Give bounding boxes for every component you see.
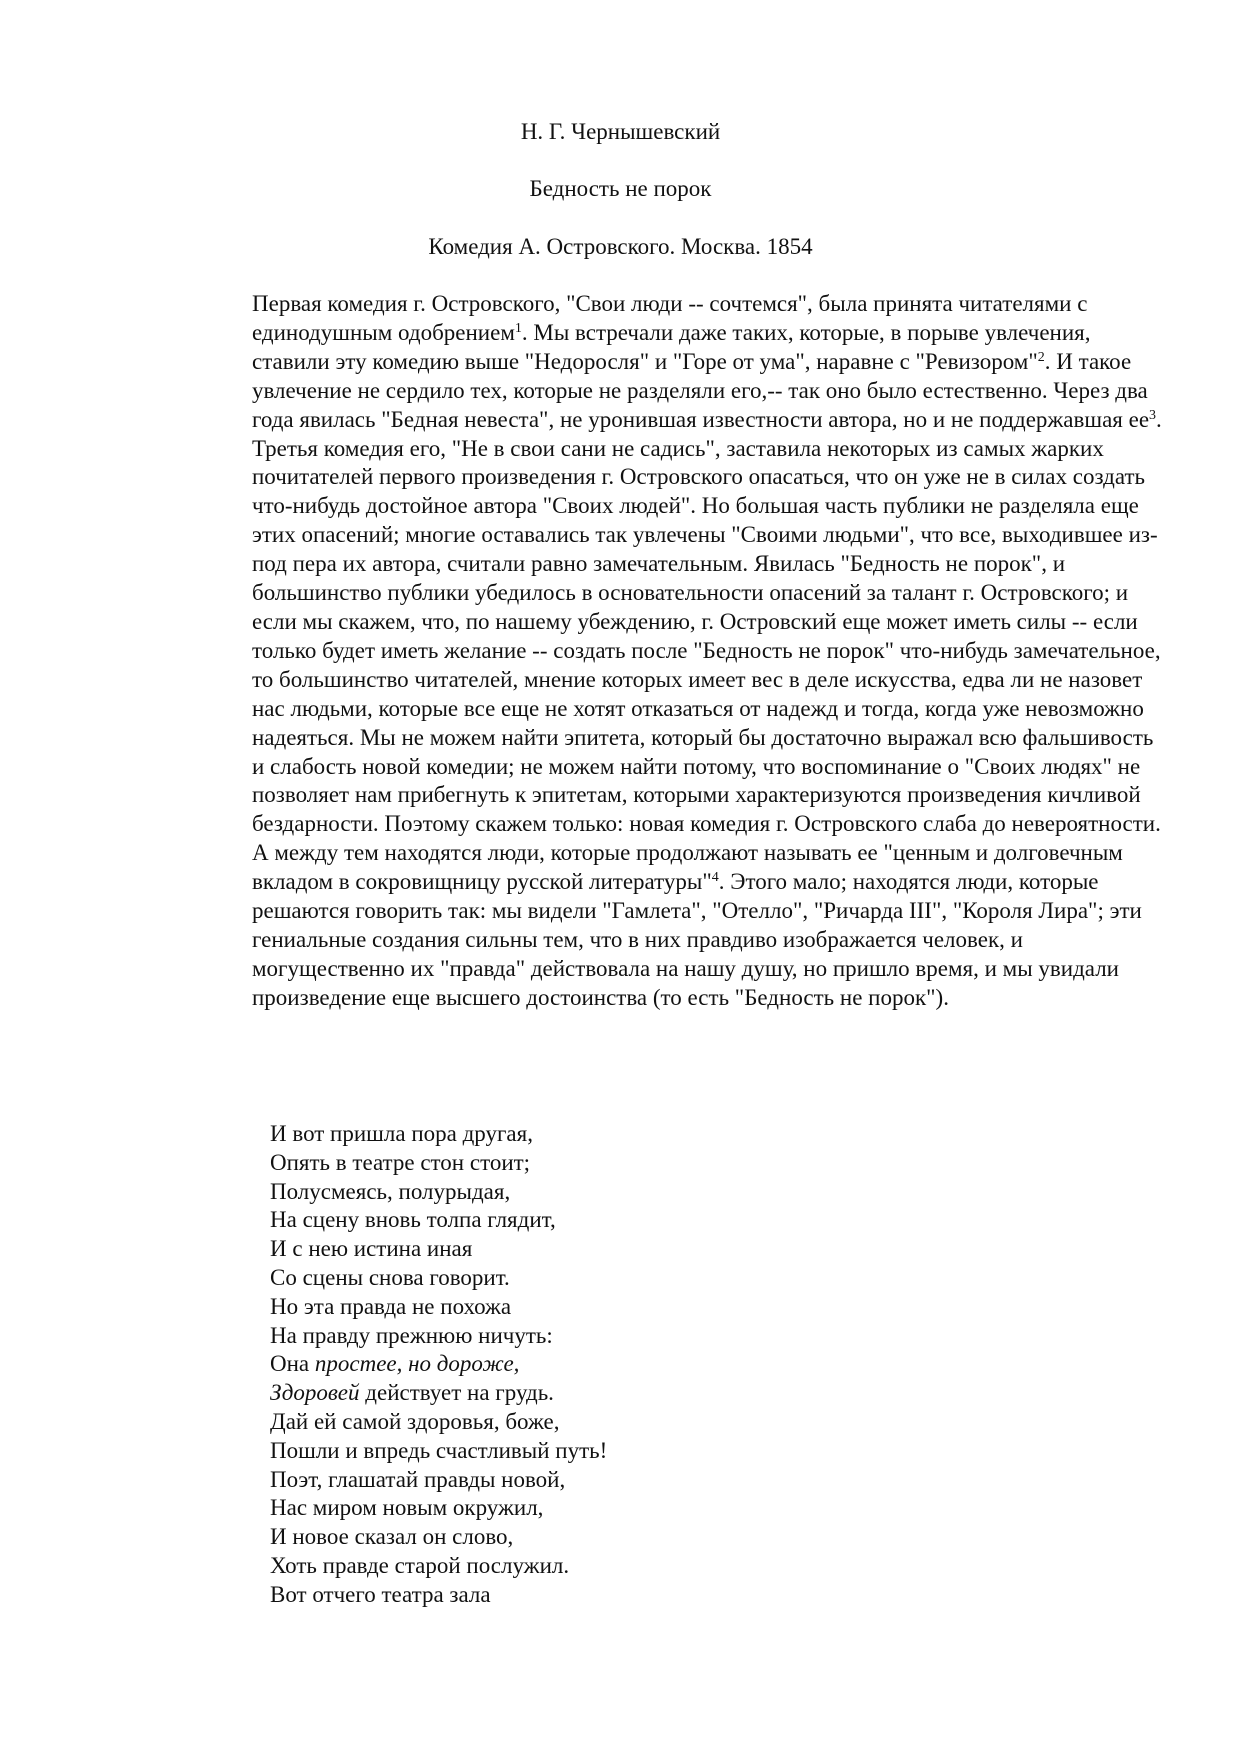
poem-line: И с нею истина иная	[270, 1236, 473, 1262]
article-title: Бедность не порок	[529, 176, 712, 201]
main-paragraph	[252, 290, 1162, 1013]
poem-line: Пошли и впредь счастливый путь!	[270, 1437, 608, 1463]
poem-line: Нас миром новым окружил,	[270, 1495, 544, 1521]
poem-line: И вот пришла пора другая,	[270, 1121, 533, 1146]
poem-italic-text: простее, но дороже,	[314, 1351, 520, 1377]
paragraph-text: . И такое увлечение не сердило тех, которые не разделяли его,-- так оно было естественно. Через два года явилась "Бедная невеста", не уронившая известности автора, но и не поддержавшая ее	[252, 348, 1150, 432]
footnote-marker: 3	[1149, 407, 1157, 423]
poem-line: Опять в театре стон стоит;	[270, 1149, 531, 1175]
poem-line	[270, 1350, 970, 1379]
poem-line: На правду прежнюю ничуть:	[270, 1322, 553, 1348]
poem-line: Полусмеясь, полурыдая,	[270, 1178, 511, 1204]
poem-line: На сцену вновь толпа глядит,	[270, 1207, 556, 1233]
poem-line: Дай ей самой здоровья, боже,	[270, 1408, 560, 1434]
poem-italic-text: Здоровей	[270, 1380, 360, 1406]
footnote-marker: 4	[711, 870, 719, 886]
poem-text: действует на грудь.	[359, 1380, 554, 1406]
poem-line: И новое сказал он слово,	[270, 1524, 514, 1550]
paragraph-text: . Третья комедия его, "Не в свои сани не садись", заставила некоторых из самых жарких почитателей первого произведения г. Островского опасаться, что он уже не в силах создать что-нибудь достойное автора "Своих людей". Но большая часть публики не разделяла еще этих опасений; многие оставались так увлечены "Своими людьми", что все, выходившее из-под пера их автора, считали равно замечательным. Явилась "Бедность не порок", и большинство публики убедилось в основательности опасений за талант г. Островского; и если мы скажем, что, по нашему убеждению, г. Островский еще может иметь силы -- если только будет иметь желание -- создать после "Бедность не порок" что-нибудь замечательное, то большинство читателей, мнение которых имеет вес в деле искусства, едва ли не назовет нас людьми, которые все еще не хотят отказаться от надежд и тогда, когда уже невозможно надеяться. Мы не можем найти эпитета, который бы достаточно выражал всю фальшивость и слабость новой комедии; не можем найти потому, что воспоминание о "Своих людях" не позволяет нам прибегнуть к эпитетам, которыми характеризуются произведения кичливой бездарности. Поэтому скажем только: новая комедия г. Островского слаба до невероятности. А между тем находятся люди, которые продолжают называть ее "ценным и долговечным вкладом в сокровищницу русской литературы"	[252, 406, 1162, 895]
footnote-marker: 1	[514, 320, 522, 336]
author-name: Н. Г. Чернышевский	[520, 119, 721, 144]
poem-line: Хоть правде старой послужил.	[270, 1552, 570, 1578]
poem-line: Со сцены снова говорит.	[270, 1264, 510, 1290]
poem-quote	[270, 1120, 970, 1610]
article-subtitle: Комедия А. Островского. Москва. 1854	[428, 234, 813, 259]
poem-line: Но эта правда не похожа	[270, 1293, 512, 1319]
poem-line: Вот отчего театра зала	[270, 1581, 491, 1607]
poem-line: Поэт, глашатай правды новой,	[270, 1466, 566, 1492]
poem-line	[270, 1379, 970, 1408]
poem-text: Она	[270, 1351, 315, 1377]
paragraph-text: Первая комедия г. Островского, "Свои люди -- сочтемся", была принята читателями с единодушным одобрением	[252, 291, 1088, 345]
paragraph-text: . Этого мало; находятся люди, которые решаются говорить так: мы видели "Гамлета", "Отелло", "Ричарда III", "Короля Лира"; эти гениальные создания сильны тем, что в них правдиво изображается человек, и могущественно их "правда" действовала на нашу душу, но пришло время, и мы увидали произведение еще высшего достоинства (то есть "Бедность не порок").	[252, 869, 1142, 1010]
footnote-marker: 2	[1037, 349, 1045, 365]
paragraph-text: . Мы встречали даже таких, которые, в порыве увлечения, ставили эту комедию выше "Недоросля" и "Горе от ума", наравне с "Ревизором"	[252, 319, 1091, 374]
